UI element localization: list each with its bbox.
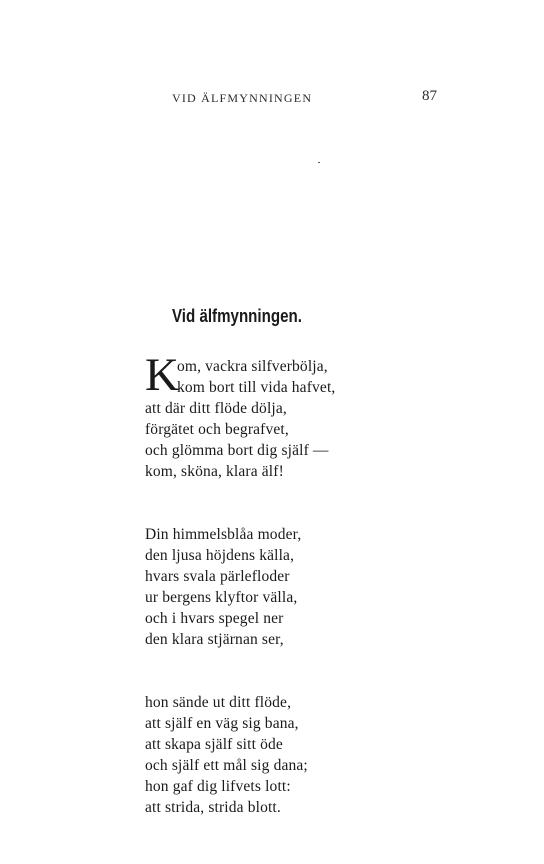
poem-line: att själf en väg sig bana, bbox=[145, 715, 299, 732]
poem-line: den ljusa höjdens källa, bbox=[145, 547, 295, 564]
poem-line: hon gaf dig lifvets lott: bbox=[145, 778, 291, 795]
print-speck bbox=[318, 162, 320, 163]
poem-body bbox=[145, 356, 445, 860]
poem-title: Vid älfmynningen. bbox=[172, 306, 302, 326]
poem-line: hvars svala pärlefloder bbox=[145, 568, 290, 585]
stanza-3 bbox=[145, 692, 445, 818]
poem-line: kom, sköna, klara älf! bbox=[145, 463, 284, 480]
poem-line: att där ditt flöde dölja, bbox=[145, 400, 287, 417]
drop-cap: K bbox=[145, 349, 179, 401]
poem-line: och själf ett mål sig dana; bbox=[145, 757, 308, 774]
poem-line: kom bort till vida hafvet, bbox=[177, 379, 336, 396]
poem-line: den klara stjärnan ser, bbox=[145, 631, 284, 648]
poem-line: och glömma bort dig själf — bbox=[145, 442, 329, 459]
poem-line: ur bergens klyftor välla, bbox=[145, 589, 298, 606]
poem-line: Din himmelsblåa moder, bbox=[145, 526, 302, 543]
poem-line: förgätet och begrafvet, bbox=[145, 421, 289, 438]
poem-line: att skapa själf sitt öde bbox=[145, 736, 283, 753]
running-head: VID ÄLFMYNNINGEN bbox=[172, 91, 313, 105]
page-number: 87 bbox=[422, 88, 437, 104]
stanza-2 bbox=[145, 524, 445, 650]
poem-line: att strida, strida blott. bbox=[145, 799, 281, 816]
poem-line: om, vackra silfverbölja, bbox=[177, 358, 328, 375]
stanza-1 bbox=[145, 356, 445, 482]
poem-line: hon sände ut ditt flöde, bbox=[145, 694, 292, 711]
poem-line: och i hvars spegel ner bbox=[145, 610, 284, 627]
